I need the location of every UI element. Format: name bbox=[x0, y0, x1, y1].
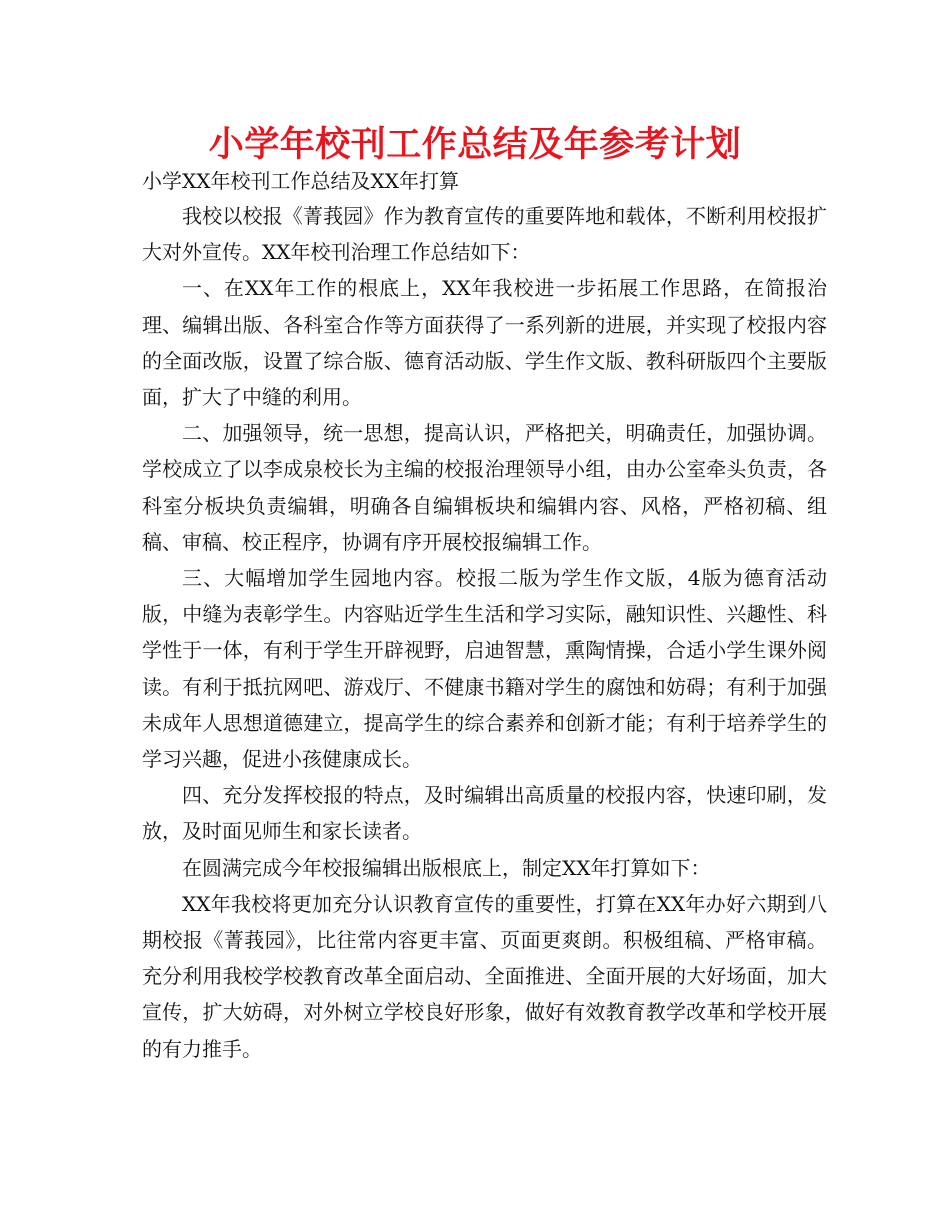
document-subtitle: 小学XX年校刊工作总结及XX年打算 bbox=[142, 169, 459, 193]
paragraph-point-3: 三、大幅增加学生园地内容。校报二版为学生作文版，4版为德育活动版，中缝为表彰学生。内容贴近学生生活和学习实际，融知识性、兴趣性、科学性于一体，有利于学生开辟视野，启迪智慧，熏陶情操，合适小学生课外阅读。有利于抵抗网吧、游戏厅、不健康书籍对学生的腐蚀和妨碍；有利于加强未成年人思想道德建立，提高学生的综合素养和创新才能；有利于培养学生的学习兴趣，促进小孩健康成长。 bbox=[142, 566, 827, 772]
paragraph-plan: XX年我校将更加充分认识教育宣传的重要性，打算在XX年办好六期到八期校报《菁莪园》，比往常内容更丰富、页面更爽朗。积极组稿、严格审稿。充分利用我校学校教育改革全面启动、全面推进、全面开展的大好场面，加大宣传，扩大妨碍，对外树立学校良好形象，做好有效教育教学改革和学校开展的有力推手。 bbox=[142, 891, 827, 1061]
paragraph-plan-intro: 在圆满完成今年校报编辑出版根底上，制定XX年打算如下： bbox=[182, 855, 711, 880]
paragraph-intro: 我校以校报《菁莪园》作为教育宣传的重要阵地和载体，不断利用校报扩大对外宣传。XX年校刊治理工作总结如下： bbox=[142, 204, 827, 265]
document-title: 小学年校刊工作总结及年参考计划 bbox=[208, 125, 742, 165]
paragraph-point-1: 一、在XX年工作的根底上，XX年我校进一步拓展工作思路，在简报治理、编辑出版、各科室合作等方面获得了一系列新的进展，并实现了校报内容的全面改版，设置了综合版、德育活动版、学生作文版、教科研版四个主要版面，扩大了中缝的利用。 bbox=[142, 276, 827, 410]
document-body bbox=[142, 198, 827, 1067]
paragraph-point-2: 二、加强领导，统一思想，提高认识，严格把关，明确责任，加强协调。学校成立了以李成泉校长为主编的校报治理领导小组，由办公室牵头负责，各科室分板块负责编辑，明确各自编辑板块和编辑内容、风格，严格初稿、组稿、审稿、校正程序，协调有序开展校报编辑工作。 bbox=[142, 421, 827, 554]
paragraph-point-4: 四、充分发挥校报的特点，及时编辑出高质量的校报内容，快速印刷，发放，及时面见师生和家长读者。 bbox=[142, 783, 827, 844]
